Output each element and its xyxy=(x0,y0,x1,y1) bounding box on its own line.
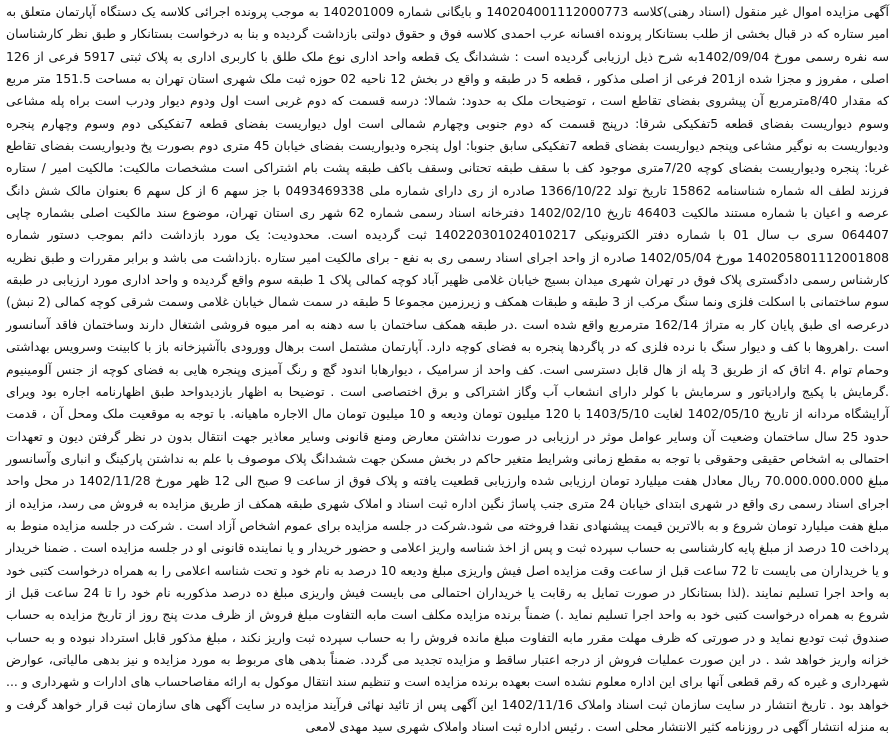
notice-body: آگهی مزایده اموال غیر منقول (اسناد رهنی)کلاسه 140204001112000773 و بایگانی شماره 140201009 به موجب پرونده اجرائی کلاسه یک دستگاه آپارتمان متعلق به امیر ستاره که در قبال بخشی از طلب بستانکار پرونده افسانه عرب احمدی کلاسه فوق و حقوق دولتی بازداشت گردیده و بنا به درخواست بستانکار و طبق نظر کارشناسان سه نفره رسمی مورخ 1402/09/04به شرح ذیل ارزیابی گردیده است : ششدانگ یک قطعه واحد اداری نوع ملک طلق با کاربری اداری به پلاک ثبتی 5917 فرعی از 126 اصلی ، مفروز و مجزا شده از201 فرعی از اصلی مذکور ، قطعه 5 در طبقه و واقع در بخش 12 ناحیه 02 حوزه ثبت ملک شهری استان تهران به مساحت 151.5 متر مربع که مقدار 8/40مترمربع آن پیشروی بفضای تقاطع است ، توضیحات ملک به حدود: شمالا: درسه قسمت که دوم غربی است اول ودوم دیوار ودرب است براه پله مشاعی وسوم دیواریست بفضای قطعه 5تفکیکی شرقا: درپنج قسمت که دوم جنوبی وچهارم شمالی است اول دیواریست بفضای قطعه 7تفکیکی دوم وسوم وچهارم پنجره ودیواریست به نوگیر مشاعی وپنجم دیواریست بفضای قطعه 7تفکیکی سابق جنوبا: اول پنجره ودیواریست بفضای خیابان 45 متری دوم بصورت پخ ودیواریست بفضای تقاطع غربا: پنجره ودیواریست بفضای کوچه 7/20متری موجود کف با سقف طبقه تحتانی وسقف باکف طبقه پشت بام اشتراکی است مشخصات مالکیت: مالکیت امیر / ستاره فرزند لطف اله شماره شناسنامه 15862 تاریخ تولد 1366/10/22 صادره از ری دارای شماره ملی 0493469338 با جز سهم 6 از کل سهم 6 بعنوان مالک شش دانگ عرصه و اعیان با شماره مستند مالکیت 46403 تاریخ 1402/02/10 دفترخانه اسناد رسمی شماره 62 شهر ری استان تهران، موضوع سند مالکیت اصلی بشماره چاپی 064407 سری ب سال 01 با شماره دفتر الکترونیکی 140220301024010217 ثبت گردیده است. محدودیت: یک مورد بازداشت دائم بموجب دستور شماره 140205801112001808 مورخ 1402/05/04 صادره از واحد اجرای اسناد رسمی ری به نفع - برای مالکیت امیر ستاره .بازداشت می باشد و برابر مقررات و طبق نظریه کارشناس رسمی دادگستری پلاک فوق در تهران شهری میدان بسیج خیابان غلامی ظهیر آباد کوچه کمالی پلاک 1 طبقه سوم واقع گردیده و واحد اداری مورد ارزیابی در طبقه سوم ساختمانی با اسکلت فلزی ونما سنگ مرکب از 3 طبقه و طبقات همکف و زیرزمین مجموعا 5 طبقه در سمت شمال خیابان غلامی وسمت شرقی کوچه کمالی (2 نبش) درعرصه ای طبق پایان کار به متراژ 162/14 مترمربع واقع شده است .در طبقه همکف ساختمان با سه دهنه به امر میوه فروشی اشتغال دارند وساختمان فاقد آسانسور است .راهروها با کف و دیوار سنگ با نرده فلزی که در پاگردها پنجره به فضای کوچه دارد. آپارتمان مشتمل است برهال وورودی باآشپزخانه باز با کابینت وسرویس بهداشتی وحمام توام .4 اتاق که از طریق 3 پله از هال قابل دسترسی است. کف واحد از سرامیک ، دیوارهابا اندود گچ و رنگ آمیزی وپنجره هایی به فضای کوچه از جنس آلومینیوم .گرمایش با پکیج وارادیاتور و سرمایش با کولر دارای انشعاب آب وگاز اشتراکی و برق اختصاصی است . توضیحا به اظهار بازدیدواحد طبق اظهارنامه اجاره بود ویرای آرایشگاه مردانه از تاریخ 1402/05/10 لغایت 1403/5/10 با 120 میلیون تومان ودیعه و 10 میلیون تومان مال الاجاره ماهیانه. با توجه به موقعیت ملک ومحل آن ، قدمت حدود 25 سال ساختمان وضعیت آن وسایر عوامل موثر در ارزیابی در صورت نداشتن معارض ومنع قانونی وسایر معاذیر جهت انتقال بدون در نظر گرفتن دیون و تعهدات احتمالی به اشخاص حقیقی وحقوقی با توجه به مقطع زمانی وشرایط متغیر حاکم در بخش مسکن جهت ششدانگ پلاک موصوف با علم به نداشتن پارکینگ و انباری وآسانسور مبلغ 70.000.000.000 ریال معادل هفت میلیارد تومان ارزیابی شده وارزیابی قطعیت یافته و پلاک فوق از ساعت 9 صبح الی 12 ظهر مورخ 1402/11/28 در محل واحد اجرای اسناد رسمی ری واقع در شهری ابتدای خیابان 24 متری جنب پاساژ نگین اداره ثبت اسناد و املاک شهری طبقه همکف از طریق مزایده به فروش می رسد، مزایده از مبلغ هفت میلیارد تومان شروع و به بالاترین قیمت پیشنهادی نقدا فروخته می شود.شرکت در جلسه مزایده برای عموم اشخاص آزاد است . شرکت در جلسه مزایده منوط به پرداخت 10 درصد از مبلغ پایه کارشناسی به حساب سپرده ثبت و پس از اخذ شناسه واریز اعلامی و حضور خریدار و یا نماینده قانونی او در جلسه مزایده است . ضمنا خریدار و یا خریداران می بایست تا 72 ساعت قبل از ساعت وقت مزایده اصل فیش واریزی مبلغ ودیعه 10 درصد به نام خود و تحت شناسه اعلامی را به همراه درخواست کتبی خود به واحد اجرا تسلیم نمایند .(لذا بستانکار در صورت تمایل به رقابت یا خریداران احتمالی می بایست فیش واریزی مبلغ ده درصد مذکوربه نام خود را تا 24 ساعت قبل از شروع به همراه درخواست کتبی خود به واحد اجرا تسلیم نماید .) ضمناً برنده مزایده مکلف است مابه التفاوت مبلغ فروش از ظرف مدت پنج روز از تاریخ مزایده به حساب صندوق ثبت تودیع نماید و در صورتی که ظرف مهلت مقرر مابه التفاوت مبلغ مانده فروش را به حساب سپرده ثبت واریز نکند ، مبلغ مذکور قابل استرداد نبوده و به حساب خزانه واریز خواهد شد . در این صورت عملیات فروش از درجه اعتبار ساقط و مزایده تجدید می گردد. ضمناً بدهی های مربوط به مورد مزایده و نیز بدهی مالیاتی، عوارض شهرداری و غیره که رقم قطعی آنها برای این اداره معلوم نشده است بعهده برنده مزایده است و تنظیم سند انتقال موکول به ارائه مفاصاحساب های ادارات و شهرداری و ... خواهد بود . تاریخ انتشار در سایت سازمان ثبت اسناد واملاک 1402/11/16 این آگهی پس از تائید نهائی فرآیند مزایده در سایت آگهی های سازمان ثبت قرار خواهد گرفت و به منزله انتشار آگهی در روزنامه کثیر الانتشار محلی است . رئیس اداره ثبت اسناد واملاک شهری سید مهدی لامعی xyxy=(6,4,890,734)
